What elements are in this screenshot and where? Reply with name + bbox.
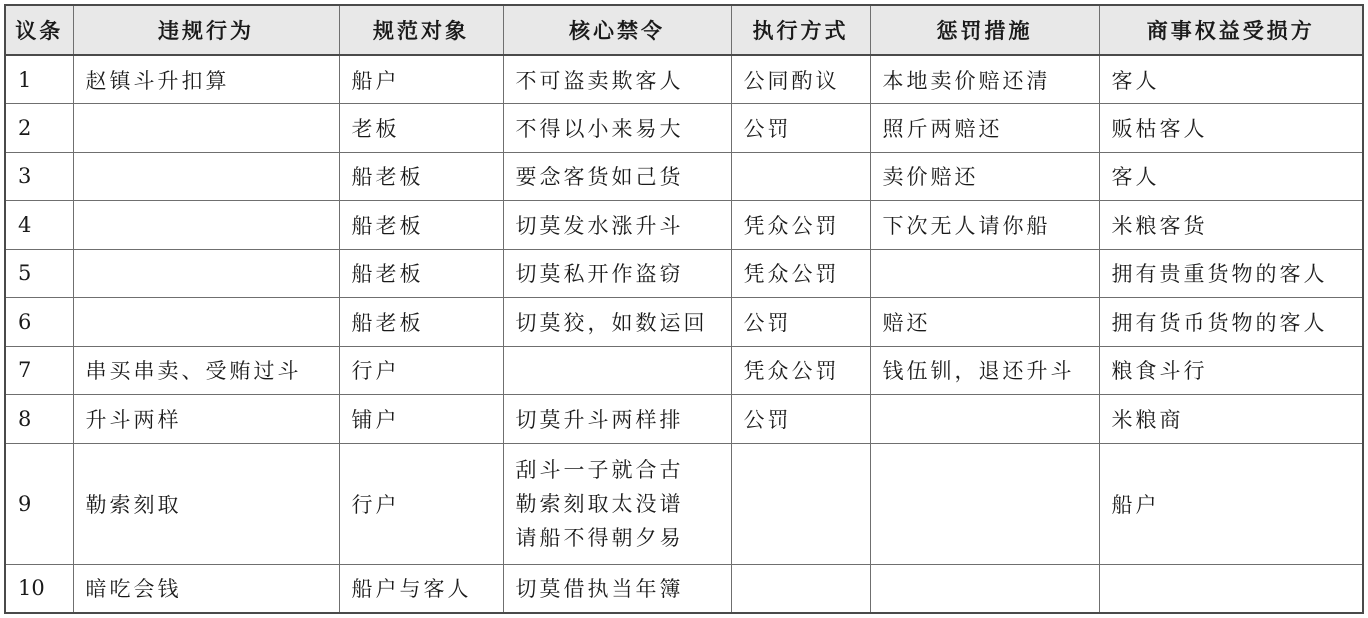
cell-clause-number: 3: [5, 152, 73, 201]
table-row: [5, 443, 1363, 564]
cell-penalty: 照斤两赔还: [870, 104, 1099, 153]
cell-penalty: 本地卖价赔还清: [870, 55, 1099, 104]
cell-execution: 公罚: [731, 104, 870, 153]
table-row: [5, 298, 1363, 347]
cell-penalty: [870, 443, 1099, 564]
cell-violation: [73, 298, 339, 347]
cell-execution: 凭众公罚: [731, 249, 870, 298]
table-row: [5, 395, 1363, 444]
cell-victim: 船户: [1099, 443, 1363, 564]
cell-violation: 勒索刻取: [73, 443, 339, 564]
core-ban-line: 勒索刻取太没谱: [515, 491, 684, 516]
header-penalty: 惩罚措施: [870, 5, 1099, 55]
rules-table: [4, 4, 1364, 614]
cell-core-ban: 切莫私开作盗窃: [503, 249, 731, 298]
cell-execution: 公罚: [731, 395, 870, 444]
header-execution: 执行方式: [731, 5, 870, 55]
cell-execution: 凭众公罚: [731, 201, 870, 250]
cell-core-ban: 切莫借执当年簿: [503, 564, 731, 613]
cell-violation: 串买串卖、受贿过斗: [73, 346, 339, 395]
cell-target: 老板: [339, 104, 503, 153]
cell-target: 船老板: [339, 201, 503, 250]
cell-execution: [731, 564, 870, 613]
cell-violation: [73, 249, 339, 298]
table-row: [5, 564, 1363, 613]
cell-victim: 客人: [1099, 55, 1363, 104]
cell-violation: [73, 104, 339, 153]
cell-victim: 拥有贵重货物的客人: [1099, 249, 1363, 298]
cell-execution: [731, 443, 870, 564]
table-row: [5, 152, 1363, 201]
cell-target: 船老板: [339, 152, 503, 201]
cell-clause-number: 7: [5, 346, 73, 395]
cell-victim: 贩枯客人: [1099, 104, 1363, 153]
cell-victim: 粮食斗行: [1099, 346, 1363, 395]
table-row: [5, 55, 1363, 104]
cell-core-ban: [503, 346, 731, 395]
cell-penalty: 赔还: [870, 298, 1099, 347]
cell-execution: 公罚: [731, 298, 870, 347]
table-body: [5, 55, 1363, 613]
cell-penalty: [870, 395, 1099, 444]
cell-target: 船老板: [339, 249, 503, 298]
cell-clause-number: 5: [5, 249, 73, 298]
cell-core-ban: 切莫狡，如数运回: [503, 298, 731, 347]
cell-core-ban: 不得以小来易大: [503, 104, 731, 153]
cell-violation: 暗吃会钱: [73, 564, 339, 613]
cell-clause-number: 10: [5, 564, 73, 613]
cell-core-ban: 要念客货如己货: [503, 152, 731, 201]
cell-violation: [73, 201, 339, 250]
table-row: [5, 104, 1363, 153]
core-ban-line: 请船不得朝夕易: [515, 525, 684, 550]
cell-clause-number: 1: [5, 55, 73, 104]
cell-violation: [73, 152, 339, 201]
cell-core-ban: 切莫升斗两样排: [503, 395, 731, 444]
cell-target: 船户: [339, 55, 503, 104]
cell-core-ban: 不可盗卖欺客人: [503, 55, 731, 104]
cell-penalty: 下次无人请你船: [870, 201, 1099, 250]
cell-clause-number: 8: [5, 395, 73, 444]
header-core-ban: 核心禁令: [503, 5, 731, 55]
cell-execution: 凭众公罚: [731, 346, 870, 395]
cell-target: 铺户: [339, 395, 503, 444]
cell-target: 行户: [339, 346, 503, 395]
cell-victim: 米粮客货: [1099, 201, 1363, 250]
core-ban-line: 刮斗一子就合古: [515, 457, 684, 482]
cell-violation: 赵镇斗升扣算: [73, 55, 339, 104]
cell-victim: 拥有货币货物的客人: [1099, 298, 1363, 347]
table-header: [5, 5, 1363, 55]
cell-target: 行户: [339, 443, 503, 564]
cell-target: 船户与客人: [339, 564, 503, 613]
cell-core-ban: [503, 443, 731, 564]
cell-clause-number: 9: [5, 443, 73, 564]
cell-execution: [731, 152, 870, 201]
cell-violation: 升斗两样: [73, 395, 339, 444]
cell-execution: 公同酌议: [731, 55, 870, 104]
cell-clause-number: 6: [5, 298, 73, 347]
cell-clause-number: 4: [5, 201, 73, 250]
cell-penalty: [870, 249, 1099, 298]
cell-victim: 客人: [1099, 152, 1363, 201]
header-target: 规范对象: [339, 5, 503, 55]
table-row: [5, 249, 1363, 298]
header-victim: 商事权益受损方: [1099, 5, 1363, 55]
cell-penalty: 钱伍钏，退还升斗: [870, 346, 1099, 395]
cell-victim: 米粮商: [1099, 395, 1363, 444]
table-row: [5, 201, 1363, 250]
cell-penalty: [870, 564, 1099, 613]
cell-core-ban: 切莫发水涨升斗: [503, 201, 731, 250]
cell-target: 船老板: [339, 298, 503, 347]
header-violation: 违规行为: [73, 5, 339, 55]
cell-penalty: 卖价赔还: [870, 152, 1099, 201]
header-clause-number: 议条: [5, 5, 73, 55]
cell-clause-number: 2: [5, 104, 73, 153]
table-row: [5, 346, 1363, 395]
cell-victim: [1099, 564, 1363, 613]
